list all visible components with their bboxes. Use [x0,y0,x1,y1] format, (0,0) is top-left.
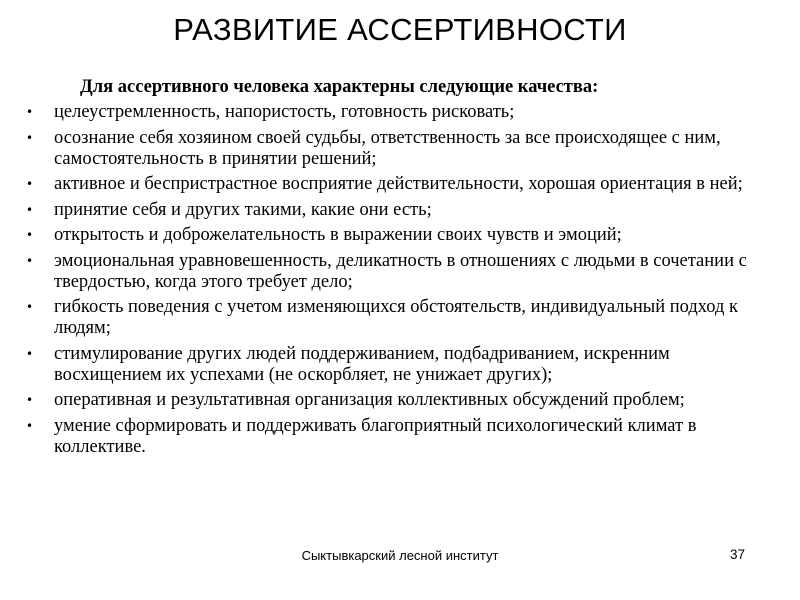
list-item [22,200,762,221]
list-item-text: эмоциональная уравновешенность, деликатность в отношениях с людьми в сочетании с твердостью, когда этого требует дело; [54,250,747,292]
list-item-text: гибкость поведения с учетом изменяющихся обстоятельств, индивидуальный подход к людям; [54,297,739,338]
qualities-list [22,102,762,462]
bullet-icon: • [26,177,34,191]
slide-subtitle: Для ассертивного человека характерны следующие качества: [80,77,599,97]
list-item [22,251,762,293]
list-item [22,390,762,411]
list-item [22,297,762,339]
page-number: 37 [730,547,746,562]
bullet-icon: • [26,300,34,314]
bullet-icon: • [26,130,34,145]
footer-institution: Сыктывкарский лесной институт [301,548,499,563]
bullet-icon: • [26,346,34,361]
bullet-icon: • [26,253,34,268]
list-item-text: принятие себя и других такими, какие они есть; [54,199,432,220]
list-item [22,102,762,123]
list-item-text: оперативная и результативная организация коллективных обсуждений проблем; [54,390,685,410]
list-item [22,128,762,170]
list-item [22,225,762,246]
bullet-icon: • [26,202,34,217]
list-item-text: стимулирование других людей поддерживанием, подбадриванием, искренним восхищением их успехами (не оскорбляет, не унижает других); [54,343,670,385]
bullet-icon: • [26,228,34,242]
list-item [22,344,762,386]
bullet-icon: • [26,418,34,433]
slide-title: РАЗВИТИЕ АССЕРТИВНОСТИ [173,12,627,47]
list-item-text: целеустремленность, напористость, готовность рисковать; [54,102,515,122]
list-item-text: умение сформировать и поддерживать благоприятный психологический климат в коллективе. [54,415,697,457]
list-item [22,174,762,195]
bullet-icon: • [26,393,34,407]
list-item-text: осознание себя хозяином своей судьбы, ответственность за все происходящее с ним, самостоятельность в принятии решений; [54,127,721,169]
list-item [22,416,762,458]
list-item-text: активное и беспристрастное восприятие действительности, хорошая ориентация в ней; [54,174,743,194]
bullet-icon: • [26,105,34,119]
list-item-text: открытость и доброжелательность в выражении своих чувств и эмоций; [54,225,622,245]
